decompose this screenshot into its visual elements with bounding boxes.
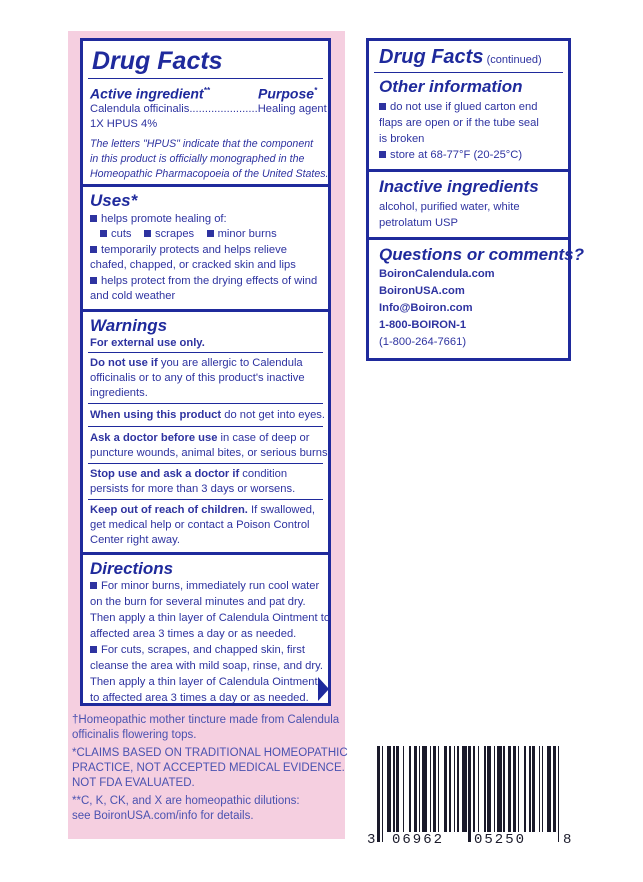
footnote-line: **C, K, CK, and X are homeopathic dilutions: bbox=[72, 795, 300, 807]
do-not-use-2: officinalis or to any of this product's inactive bbox=[90, 372, 305, 384]
uses-heading: Uses* bbox=[90, 191, 138, 210]
barcode-bar bbox=[422, 746, 427, 832]
bullet-icon bbox=[379, 151, 386, 158]
section-divider bbox=[369, 237, 568, 240]
barcode-bar bbox=[473, 746, 475, 832]
bullet-icon bbox=[90, 246, 97, 253]
directions-heading: Directions bbox=[90, 559, 174, 578]
do-not-use: Do not use if you are allergic to Calendula bbox=[90, 357, 303, 369]
stop-use: Stop use and ask a doctor if condition bbox=[90, 468, 288, 480]
section-divider bbox=[369, 169, 568, 172]
contact-phone-alt: (1-800-264-7661) bbox=[379, 336, 467, 348]
bullet-icon bbox=[90, 582, 97, 589]
barcode-group-2: 05250 bbox=[474, 832, 527, 848]
other-info-line: do not use if glued carton end bbox=[379, 100, 537, 115]
purpose-heading: Purpose* bbox=[258, 85, 318, 102]
barcode-bar bbox=[478, 746, 480, 832]
barcode-bar bbox=[542, 746, 544, 832]
other-info-line: is broken bbox=[379, 133, 425, 145]
barcode-bar bbox=[487, 746, 490, 832]
barcode-bar bbox=[393, 746, 395, 832]
directions-line: For minor burns, immediately run cool water bbox=[90, 579, 319, 594]
keep-out: Keep out of reach of children. If swallowed, bbox=[90, 504, 316, 516]
section-divider bbox=[83, 184, 328, 187]
continued-title: Drug Facts (continued) bbox=[379, 46, 542, 68]
hpus-note-2: in this product is officially monographed in the bbox=[90, 153, 305, 165]
bullet-icon bbox=[379, 103, 386, 110]
bullet-icon bbox=[144, 230, 151, 237]
divider bbox=[88, 78, 323, 79]
bullet-icon bbox=[100, 230, 107, 237]
ingredient-line: Calendula officinalis......................Healing agent bbox=[90, 103, 327, 115]
barcode-bar bbox=[558, 746, 560, 842]
barcode-bar bbox=[430, 746, 432, 832]
barcode-bar bbox=[444, 746, 447, 832]
directions-line: Then apply a thin layer of Calendula Ointment to bbox=[90, 612, 331, 624]
barcode-bar bbox=[518, 746, 520, 832]
barcode-bar bbox=[539, 746, 541, 832]
keep-out-3: Center right away. bbox=[90, 534, 180, 546]
active-ingredient-heading: Active ingredient** bbox=[90, 85, 210, 102]
directions-line: on the burn for several minutes and pat dry. bbox=[90, 596, 306, 608]
when-using: When using this product do not get into eyes. bbox=[90, 409, 326, 421]
hpus-note-1: The letters "HPUS" indicate that the component bbox=[90, 138, 314, 150]
barcode-bar bbox=[462, 746, 467, 832]
contact-website: BoironUSA.com bbox=[379, 285, 465, 297]
barcode-bar bbox=[484, 746, 486, 832]
divider bbox=[88, 403, 323, 404]
inactive-heading: Inactive ingredients bbox=[379, 177, 539, 196]
ask-doctor-2: puncture wounds, animal bites, or serious burns. bbox=[90, 447, 331, 459]
bullet-icon bbox=[90, 215, 97, 222]
bullet-icon bbox=[90, 277, 97, 284]
other-info-line: flaps are open or if the tube seal bbox=[379, 117, 539, 129]
barcode-bar bbox=[438, 746, 440, 832]
barcode-bar bbox=[508, 746, 511, 832]
barcode-bar bbox=[377, 746, 380, 842]
inactive-line: petrolatum USP bbox=[379, 217, 458, 229]
keep-out-2: get medical help or contact a Poison Control bbox=[90, 519, 310, 531]
stop-use-2: persists for more than 3 days or worsens. bbox=[90, 483, 296, 495]
directions-line: For cuts, scrapes, and chapped skin, first bbox=[90, 643, 305, 658]
questions-heading: Questions or comments? bbox=[379, 245, 584, 264]
directions-line: affected area 3 times a day or as needed. bbox=[90, 628, 297, 640]
barcode-bar bbox=[403, 746, 405, 832]
barcode-bar bbox=[433, 746, 436, 832]
barcode-bar bbox=[387, 746, 392, 832]
barcode-bar bbox=[529, 746, 531, 832]
footnote-line: officinalis flowering tops. bbox=[72, 729, 197, 741]
barcode-bar bbox=[494, 746, 496, 832]
barcode-digit-left: 3 bbox=[367, 832, 376, 848]
barcode-bar bbox=[396, 746, 399, 832]
divider bbox=[88, 352, 323, 353]
barcode-bar bbox=[457, 746, 459, 832]
barcode-bar bbox=[553, 746, 556, 832]
uses-item-3b: and cold weather bbox=[90, 290, 176, 302]
barcode-bar bbox=[454, 746, 456, 832]
barcode-bar bbox=[468, 746, 471, 842]
barcode-bar bbox=[503, 746, 505, 832]
uses-item-2b: chafed, chapped, or cracked skin and lips bbox=[90, 259, 296, 271]
barcode-bar bbox=[513, 746, 516, 832]
drug-facts-title: Drug Facts bbox=[92, 47, 223, 75]
bullet-icon bbox=[207, 230, 214, 237]
uses-item-1: helps promote healing of: bbox=[90, 212, 227, 227]
inactive-line: alcohol, purified water, white bbox=[379, 201, 520, 213]
other-info-line: store at 68-77°F (20-25°C) bbox=[379, 148, 522, 163]
contact-website: BoironCalendula.com bbox=[379, 268, 495, 280]
contact-phone: 1-800-BOIRON-1 bbox=[379, 319, 467, 331]
barcode-bar bbox=[532, 746, 535, 832]
hpus-note-3: Homeopathic Pharmacopoeia of the United States. bbox=[90, 168, 329, 180]
uses-item-2: temporarily protects and helps relieve bbox=[90, 243, 287, 258]
barcode-bar bbox=[524, 746, 526, 832]
do-not-use-3: ingredients. bbox=[90, 387, 148, 399]
footnote-line: NOT FDA EVALUATED. bbox=[72, 777, 195, 789]
warnings-heading: Warnings bbox=[90, 316, 168, 335]
directions-line: cleanse the area with mild soap, rinse, and dry. bbox=[90, 660, 323, 672]
barcode-bar bbox=[409, 746, 411, 832]
bullet-icon bbox=[90, 646, 97, 653]
continue-arrow-icon bbox=[318, 677, 329, 701]
uses-item-3: helps protect from the drying effects of wind bbox=[90, 274, 317, 289]
directions-line: Then apply a thin layer of Calendula Ointment bbox=[90, 676, 318, 688]
ask-doctor: Ask a doctor before use in case of deep or bbox=[90, 432, 310, 444]
external-use: For external use only. bbox=[90, 337, 205, 349]
barcode-bar bbox=[449, 746, 451, 832]
divider bbox=[88, 463, 323, 464]
divider bbox=[374, 72, 563, 73]
section-divider bbox=[83, 309, 328, 312]
footnote-line: †Homeopathic mother tincture made from Calendula bbox=[72, 714, 340, 726]
drug-facts-continued-panel bbox=[366, 38, 584, 361]
ingredient-strength: 1X HPUS 4% bbox=[90, 118, 158, 130]
footnote-line: *CLAIMS BASED ON TRADITIONAL HOMEOPATHIC bbox=[72, 747, 348, 759]
divider bbox=[88, 426, 323, 427]
barcode-bar bbox=[414, 746, 417, 832]
contact-email: Info@Boiron.com bbox=[379, 302, 473, 314]
barcode-bar bbox=[419, 746, 421, 832]
footnote-line: see BoironUSA.com/info for details. bbox=[72, 810, 254, 822]
directions-line: to affected area 3 times a day or as needed. bbox=[90, 692, 309, 704]
section-divider bbox=[83, 552, 328, 555]
barcode-bar bbox=[497, 746, 502, 832]
barcode-bar bbox=[382, 746, 384, 842]
barcode-digit-right: 8 bbox=[563, 832, 572, 848]
barcode-bar bbox=[547, 746, 552, 832]
uses-subitems: cuts scrapes minor burns bbox=[100, 227, 277, 242]
drug-facts-panel bbox=[80, 38, 331, 706]
divider bbox=[88, 499, 323, 500]
footnote-line: PRACTICE, NOT ACCEPTED MEDICAL EVIDENCE. bbox=[72, 762, 345, 774]
barcode-group-1: 06962 bbox=[392, 832, 445, 848]
other-info-heading: Other information bbox=[379, 77, 523, 96]
